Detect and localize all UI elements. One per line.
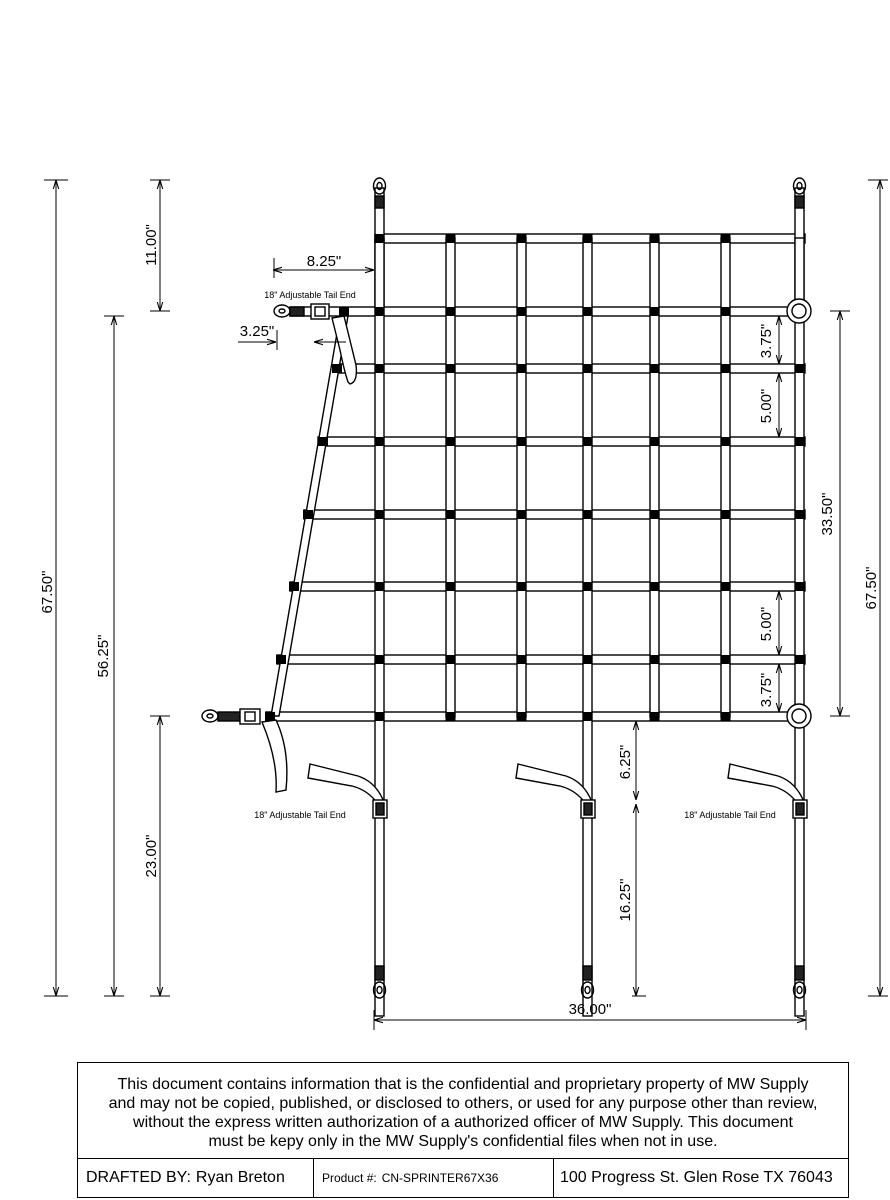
stitch-block [446, 437, 456, 446]
dim-row-gap-5: 5.00" [758, 606, 775, 642]
stitch-block [650, 712, 660, 721]
stitch-block [721, 307, 731, 316]
v-strap-7 [795, 238, 804, 1016]
stitch-block [517, 437, 527, 446]
title-block [77, 1158, 849, 1198]
stitch-block [721, 437, 731, 446]
notice-line-1: This document contains information that is the confidential and proprietary property of MW Supply [117, 1076, 809, 1093]
stitch-block [650, 582, 660, 591]
notice-line-2: and may not be copied, published, or disclosed to others, or used for any purpose other than review, [108, 1095, 818, 1112]
stitch-block [721, 712, 731, 721]
stitch-block [517, 234, 527, 243]
d-ring-upper-right [787, 299, 811, 323]
stitch-block [795, 510, 805, 519]
stitch-block [517, 582, 527, 591]
dim-row-gap-top: 3.75" [758, 323, 775, 359]
stitch-block [650, 510, 660, 519]
dim-leg-gap: 6.25" [617, 744, 634, 780]
stitch-block [375, 712, 385, 721]
product-cell [314, 1159, 554, 1197]
h-strap-3 [318, 437, 805, 446]
drafted-label: DRAFTED BY: [86, 1169, 191, 1186]
dim-tail-inset: 3.25" [239, 323, 275, 340]
address: 100 Progress St. Glen Rose TX 76043 [560, 1169, 833, 1186]
label-tail-bottom-left: 18" Adjustable Tail End [254, 810, 346, 820]
stitch-block [375, 437, 385, 446]
confidentiality-notice [77, 1062, 849, 1158]
drafted-name: Ryan Breton [195, 1169, 285, 1186]
stitch-block [446, 307, 456, 316]
stitch-block [517, 655, 527, 664]
stitch-block [303, 510, 313, 519]
label-tail-bottom-right: 18" Adjustable Tail End [684, 810, 776, 820]
stitch-block [721, 582, 731, 591]
stitch-block [795, 582, 805, 591]
d-ring-lower-right [787, 704, 811, 728]
label-tail-top: 18" Adjustable Tail End [264, 290, 356, 300]
stitch-block [375, 510, 385, 519]
stitch-block [583, 307, 593, 316]
v-strap-1 [375, 238, 384, 1016]
notice-line-4: must be kepy only in the MW Supply's confidential files when not in use. [208, 1133, 718, 1150]
stitch-block [650, 307, 660, 316]
stitch-block [795, 437, 805, 446]
stitch-block [650, 364, 660, 373]
stitch-block [583, 364, 593, 373]
stitch-block [446, 364, 456, 373]
stitch-block [583, 655, 593, 664]
stitch-block [375, 307, 385, 316]
tail-hook-lower-left [202, 709, 287, 792]
stitch-block [795, 364, 805, 373]
drafted-by-cell [78, 1159, 314, 1197]
notice-line-3: without the express written authorization of a authorized officer of MW Supply. This document [133, 1114, 793, 1131]
stitch-block [517, 510, 527, 519]
stitch-block [517, 364, 527, 373]
stitch-block [289, 582, 299, 591]
stitch-block [446, 510, 456, 519]
stitch-block [276, 655, 286, 664]
dim-net-height: 56.25" [95, 634, 112, 678]
stitch-block [650, 234, 660, 243]
dim-lower-height: 23.00" [143, 834, 160, 878]
stitch-block [650, 437, 660, 446]
stitch-block [650, 655, 660, 664]
stitch-block [583, 582, 593, 591]
product-label: Product #: [322, 1171, 377, 1185]
address-cell [554, 1159, 848, 1197]
stitch-block [446, 655, 456, 664]
product-number: CN-SPRINTER67X36 [381, 1171, 499, 1185]
stitch-block [583, 712, 593, 721]
dim-row-gap-2: 5.00" [758, 388, 775, 424]
dim-top-offset: 11.00" [143, 224, 160, 266]
stitch-block [375, 364, 385, 373]
stitch-block [517, 712, 527, 721]
stitch-block [446, 234, 456, 243]
stitch-block [332, 364, 342, 373]
stitch-block [583, 234, 593, 243]
dim-overall-height-left: 67.50" [39, 570, 56, 614]
stitch-block [721, 655, 731, 664]
v-strap-4 [583, 238, 592, 1016]
dim-side-span: 33.50" [819, 492, 836, 536]
stitch-block [446, 582, 456, 591]
stitch-block [583, 510, 593, 519]
dim-overall-width: 36.00" [568, 1001, 612, 1018]
stitch-block [318, 437, 328, 446]
stitch-block [375, 234, 385, 243]
h-strap-2 [333, 364, 805, 373]
dim-row-gap-bottom: 3.75" [758, 672, 775, 708]
dim-overall-height-right: 67.50" [863, 566, 880, 610]
stitch-block [583, 437, 593, 446]
stitch-block [721, 364, 731, 373]
stitch-block [517, 307, 527, 316]
stitch-block [339, 307, 349, 316]
stitch-block [375, 655, 385, 664]
stitch-block [265, 712, 275, 721]
stitch-block [795, 655, 805, 664]
dim-tail-width: 8.25" [306, 253, 342, 270]
stitch-block [446, 712, 456, 721]
stitch-block [375, 582, 385, 591]
dim-leg-length: 16.25" [617, 878, 634, 922]
stitch-block [721, 234, 731, 243]
stitch-block [721, 510, 731, 519]
